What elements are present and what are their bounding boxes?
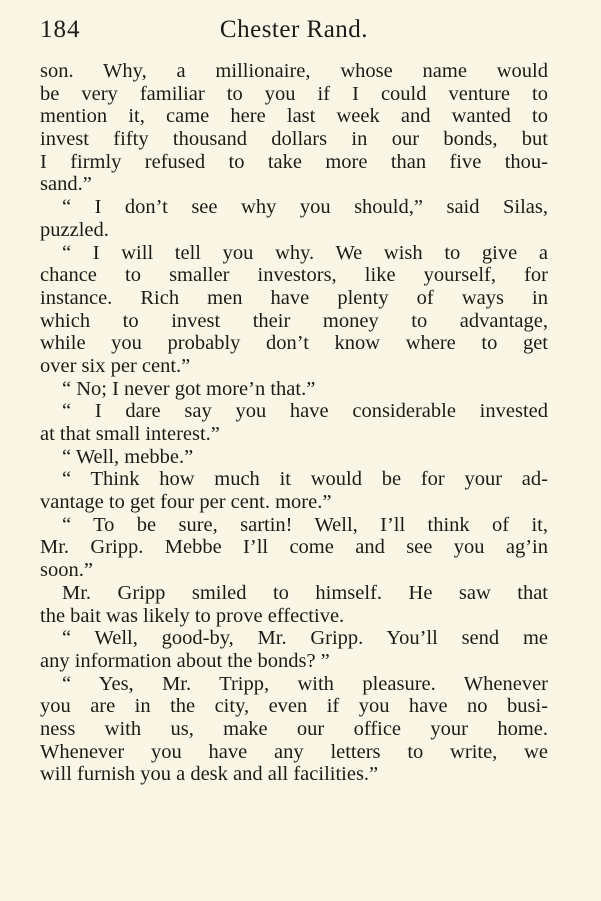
- book-title: Chester Rand.: [219, 16, 369, 43]
- text-line: which to invest their money to advantage,: [40, 309, 548, 332]
- body-text: [40, 60, 548, 786]
- text-line: “ No; I never got more’n that.”: [62, 377, 316, 400]
- text-line: Mr. Gripp smiled to himself. He saw that: [62, 581, 548, 604]
- text-line: “ To be sure, sartin! Well, I’ll think of it,: [62, 513, 548, 536]
- text-line: mention it, came here last week and wanted to: [40, 105, 548, 128]
- text-line: the bait was likely to prove effective.: [40, 604, 345, 627]
- text-line: son. Why, a millionaire, whose name would: [40, 60, 548, 82]
- text-line: instance. Rich men have plenty of ways in: [40, 286, 548, 309]
- text-line: at that small interest.”: [40, 423, 220, 445]
- text-line: while you probably don’t know where to get: [40, 332, 548, 355]
- text-line: “ Think how much it would be for your ad-: [62, 468, 548, 491]
- text-line: Mr. Gripp. Mebbe I’ll come and see you ag’in: [40, 536, 548, 559]
- text-line: “ Well, good-by, Mr. Gripp. You’ll send me: [62, 627, 548, 650]
- page-number: 184: [40, 16, 81, 43]
- text-line: I firmly refused to take more than five thou-: [40, 150, 548, 173]
- text-line: invest fifty thousand dollars in our bonds, but: [40, 128, 548, 151]
- text-line: “ I dare say you have considerable invested: [62, 400, 548, 423]
- text-line: over six per cent.”: [40, 354, 191, 377]
- text-line: be very familiar to you if I could venture to: [40, 82, 548, 105]
- text-line: “ Well, mebbe.”: [62, 445, 194, 468]
- text-line: “ I will tell you why. We wish to give a: [62, 241, 548, 264]
- text-line: any information about the bonds? ”: [40, 649, 330, 672]
- text-line: “ I don’t see why you should,” said Silas,: [62, 196, 548, 219]
- text-line: “ Yes, Mr. Tripp, with pleasure. Whenever: [62, 672, 548, 695]
- text-line: Whenever you have any letters to write, we: [40, 740, 548, 763]
- text-line: soon.”: [40, 559, 93, 582]
- text-line: will furnish you a desk and all facilities.”: [40, 763, 379, 786]
- text-line: chance to smaller investors, like yourself, for: [40, 264, 548, 287]
- text-line: vantage to get four per cent. more.”: [40, 491, 332, 514]
- text-line: sand.”: [40, 173, 92, 196]
- running-head: [40, 16, 548, 50]
- text-line: puzzled.: [40, 218, 109, 241]
- text-line: you are in the city, even if you have no busi-: [40, 695, 548, 718]
- text-line: ness with us, make our office your home.: [40, 717, 548, 740]
